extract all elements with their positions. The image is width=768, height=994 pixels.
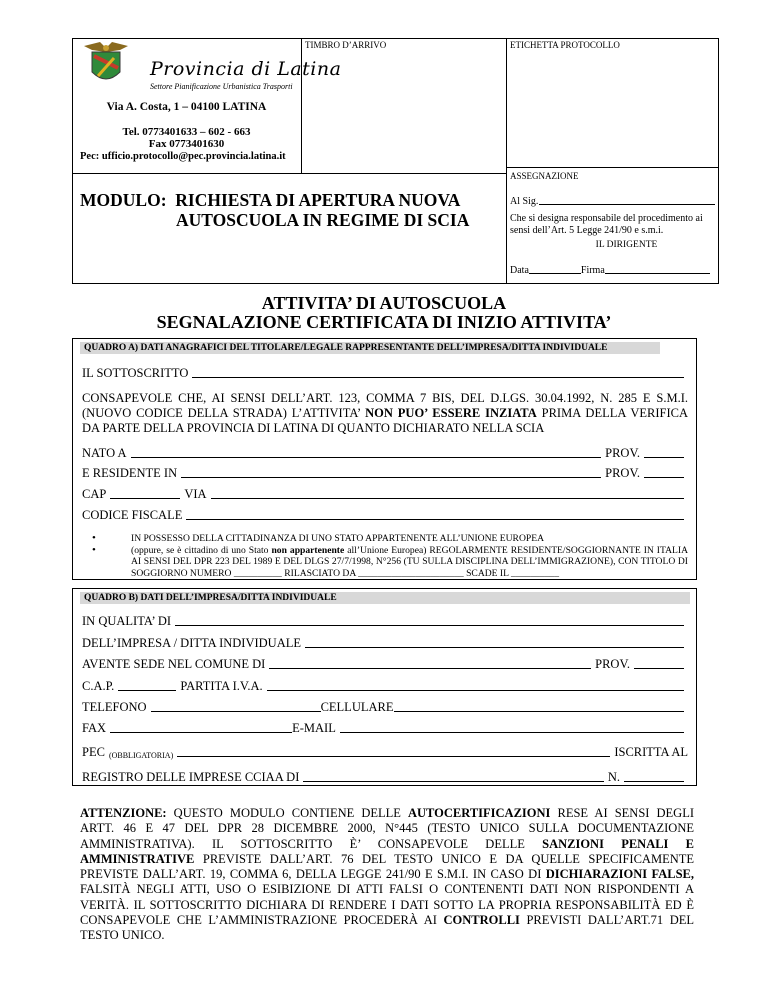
data-field[interactable] [529,272,581,274]
telephone: Tel. 0773401633 – 602 - 663 [122,126,251,138]
via-field[interactable] [211,497,684,499]
codice-fiscale-row [82,508,688,523]
timbro-label: TIMBRO D’ARRIVO [305,40,387,50]
consapevole-text-1: CONSAPEVOLE CHE, AI SENSI DELL’ART. 123, COMMA 7 BIS, DEL D.LGS. 30.04.1992, N. 285 E S.M.I. (NUOVO CODICE DELLA STRADA) L’ATTIVITA’ [82,391,688,420]
residente-field[interactable] [181,476,601,478]
impresa-field[interactable] [305,646,684,648]
sede-label: AVENTE SEDE NEL COMUNE DI [82,657,266,671]
email-label: E-MAIL [292,721,336,735]
attenzione-text-5: PREVISTI DALL’ART.71 DEL TESTO UNICO. [80,913,695,943]
piva-field[interactable] [267,689,684,691]
consapevole-paragraph [82,391,688,436]
attenzione-paragraph [80,806,694,944]
etichetta-label: ETICHETTA PROTOCOLLO [510,40,620,50]
coat-of-arms-logo [80,40,132,90]
pec-address: Pec: ufficio.protocollo@pec.provincia.latina.it [80,151,286,162]
cap-piva-row [82,679,688,694]
cittadinanza-ue: IN POSSESSO DELLA CITTADINANZA DI UNO STATO APPARTENENTE ALL’UNIONE EUROPEA [131,533,545,544]
divider [506,167,719,168]
attenzione-bold-4: CONTROLLI [443,913,520,928]
responsabile-text: Che si designa responsabile del procedimento ai sensi dell’Art. 5 Legge 241/90 e s.m.i. [510,213,703,236]
sede-prov-label: PROV. [595,657,630,671]
registro-field[interactable] [303,780,603,782]
consapevole-bold: NON PUO’ ESSERE INZIATA [365,406,537,420]
pec-label: PEC [82,745,105,759]
bullet2-bold: non appartenente [271,545,345,556]
quadro-a-heading: QUADRO A) DATI ANAGRAFICI DEL TITOLARE/LEGALE RAPPRESENTANTE DELL’IMPRESA/DITTA INDIVIDUALE [80,342,660,354]
fax-number: Fax 0773401630 [148,138,225,150]
sottoscritto-field[interactable] [192,376,684,378]
quadro-b-heading: QUADRO B) DATI DELL’IMPRESA/DITTA INDIVIDUALE [80,592,690,604]
attenzione-text-3: PREVISTE DALL’ART. 76 DEL TESTO UNICO E DA QUELLE SPECIFICAMENTE PREVISTE DALL’ART. 19, COMMA 6, DELLA LEGGE 241/90 E S.M.I. IN CASO DI [80,851,694,882]
nato-a-field[interactable] [131,456,602,458]
impresa-label: DELL’IMPRESA / DITTA INDIVIDUALE [82,636,302,650]
qualita-field[interactable] [175,624,684,626]
n-label: N. [607,770,620,784]
attenzione-bold-2: SANZIONI PENALI E AMMINISTRATIVE [80,836,694,866]
data-label: Data [510,265,529,276]
qualita-label: IN QUALITA’ DI [82,614,172,628]
iscritta-label: ISCRITTA AL [614,745,688,759]
nato-a-row [82,446,688,461]
registro-label: REGISTRO DELLE IMPRESE CCIAA DI [82,770,300,784]
telefono-field[interactable] [151,710,321,712]
sede-row [82,657,688,672]
telefono-label: TELEFONO [82,700,147,714]
attenzione-bold-3: DICHIARAZIONI FALSE, [545,867,695,882]
dirigente-label: IL DIRIGENTE [595,240,658,250]
fax-email-row [82,721,688,736]
cellulare-field[interactable] [394,710,685,712]
modulo-title-line1: MODULO: RICHIESTA DI APERTURA NUOVA [80,190,461,210]
al-sig-field[interactable] [539,203,715,205]
registro-row [82,770,688,785]
qualita-row [82,614,688,629]
cap-field[interactable] [110,497,180,499]
firma-label: Firma [580,265,605,276]
address: Via A. Costa, 1 – 04100 LATINA [106,101,267,113]
cittadinanza-non-ue [131,545,688,579]
firma-field[interactable] [605,272,710,274]
attenzione-text-2: RESE AI SENSI DEGLI ARTT. 46 E 47 DEL DPR 28 DICEMBRE 2000, N°445 (TESTO UNICO SULLA DOCUMENTAZIONE AMMINISTRATIVA). IL SOTTOSCRITTO È’ CONSAPEVOLE DELLE [80,806,694,851]
main-title-line2: SEGNALAZIONE CERTIFICATA DI INIZIO ATTIVITA’ [156,312,612,332]
codice-fiscale-field[interactable] [186,518,684,520]
nato-prov-field[interactable] [644,456,684,458]
pec-note: (OBBLIGATORIA) [108,751,174,760]
sede-prov-field[interactable] [634,667,684,669]
logo-title: Provincia di Latina [150,58,342,80]
logo-subtitle: Settore Pianificazione Urbanistica Trasporti [150,82,293,91]
cellulare-label: CELLULARE [320,700,394,714]
email-field[interactable] [340,731,684,733]
main-title-line1: ATTIVITA’ DI AUTOSCUOLA [261,293,507,313]
sede-field[interactable] [269,667,591,669]
bullet2-text-b: all’Unione Europea) REGOLARMENTE RESIDENTE/SOGGIORNANTE IN ITALIA AI SENSI DEL DPR 223 DEL 1989 E DEL DLGS 27/7/1998, N°256 (TU SULLA DISCIPLINA DELL’IMMIGRAZIONE), CON TITOLO DI SOGGIORNO NUMERO __________ RILASCIATO DA ______________________ SCADE IL __________ [131,545,688,579]
nato-prov-label: PROV. [605,446,640,460]
bullet2-text-a: (oppure, se è cittadino di uno Stato [131,545,269,556]
n-field[interactable] [624,780,684,782]
pec-field[interactable] [177,755,610,757]
bullet-dot: • [92,544,96,556]
nato-a-label: NATO A [82,446,127,460]
via-label: VIA [184,487,207,501]
residente-prov-label: PROV. [605,466,640,480]
assegnazione-label: ASSEGNAZIONE [510,171,579,181]
cap-via-row [82,487,688,502]
telefono-row [82,700,688,715]
fax-label: FAX [82,721,107,735]
piva-label: PARTITA I.V.A. [180,679,263,693]
residente-prov-field[interactable] [644,476,684,478]
al-sig-label: Al Sig. [510,196,539,207]
attenzione-text-4: FALSITÀ NEGLI ATTI, USO O ESIBIZIONE DI ATTI FALSI O CONTENENTI DATI NON RISPONDENTI A VERITÀ. IL SOTTOSCRITTO DICHIARA DI RENDERE I DATI SOTTO LA PROPRIA RESPONSABILITÀ ED È CONSAPEVOLE CHE L’AMMINISTRAZIONE PROCEDERÀ AI [80,882,694,928]
residente-row [82,466,688,481]
bullet-dot: • [92,532,96,544]
cap-b-label: C.A.P. [82,679,115,693]
attenzione-text-1: QUESTO MODULO CONTIENE DELLE [173,806,401,820]
data-firma-row [510,265,710,276]
attenzione-bold-1: AUTOCERTIFICAZIONI [407,806,551,820]
codice-fiscale-label: CODICE FISCALE [82,508,183,522]
residente-label: E RESIDENTE IN [82,466,178,480]
modulo-title-line2: AUTOSCUOLA IN REGIME DI SCIA [176,210,470,230]
cap-label: CAP [82,487,107,501]
divider [72,173,506,174]
impresa-row [82,636,688,651]
pec-row [82,745,688,760]
cap-b-field[interactable] [118,689,176,691]
attenzione-label: ATTENZIONE: [80,806,167,820]
fax-field[interactable] [110,731,292,733]
consapevole-text-2: PRIMA DELLA VERIFICA DA PARTE DELLA PROVINCIA DI LATINA DI QUANTO DICHIARATO NELLA SCIA [82,406,688,435]
sottoscritto-row [82,366,688,381]
al-sig-row [510,196,715,207]
sottoscritto-label: IL SOTTOSCRITTO [82,366,189,380]
